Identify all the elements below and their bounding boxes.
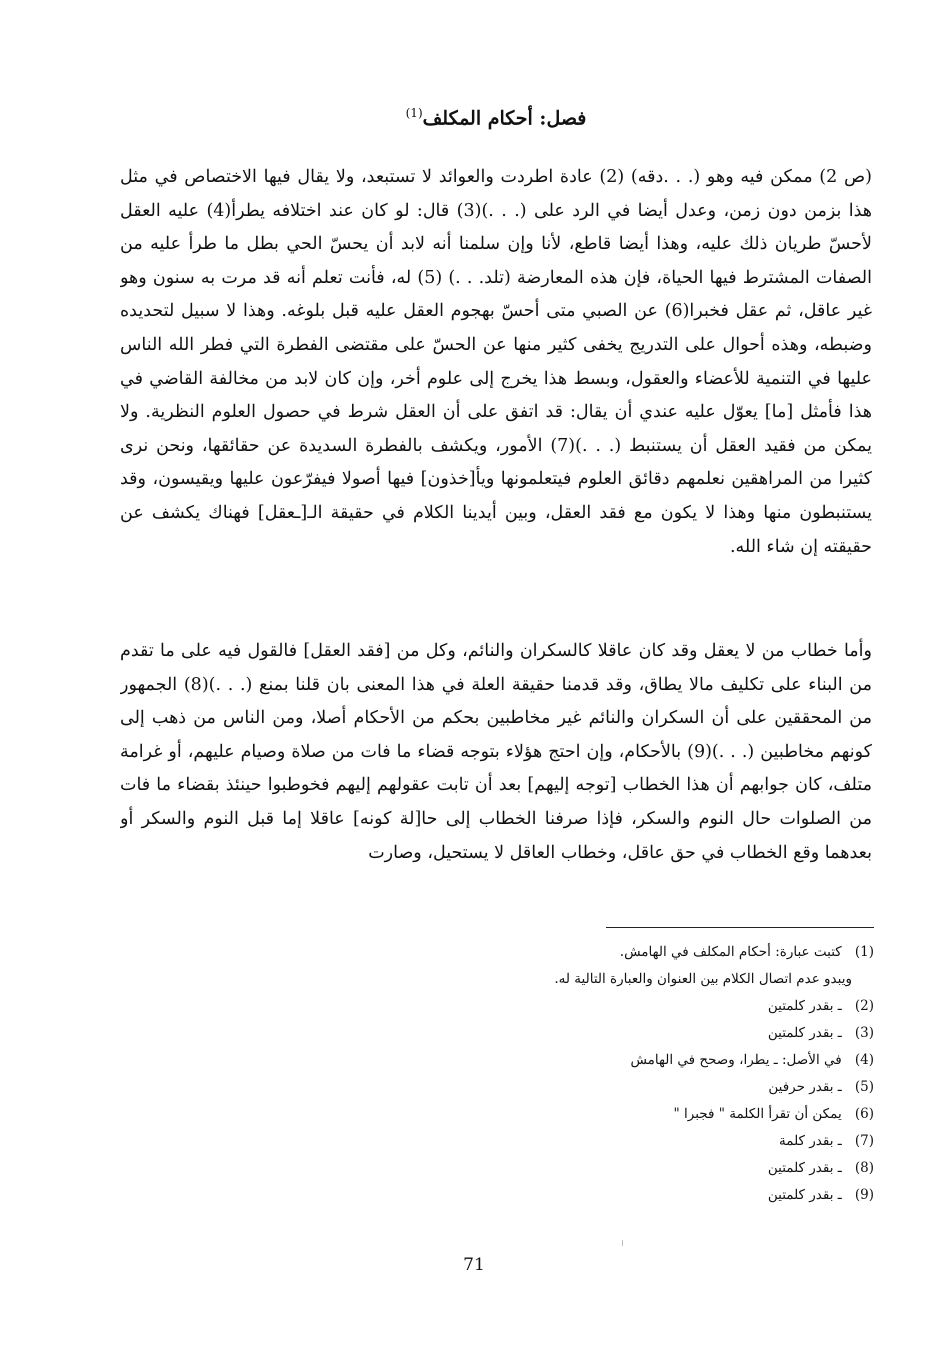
footnote-item	[234, 1020, 874, 1047]
footnotes-list	[234, 939, 874, 1209]
footnote-separator	[606, 927, 874, 928]
footnote-text: ـ بقدر كلمتين	[767, 1025, 842, 1041]
footnote-text: ـ بقدر حرفين	[768, 1079, 842, 1095]
footnote-item	[234, 1074, 874, 1101]
footnote-text: في الأصل: ـ يطرا، وصحح في الهامش	[630, 1052, 842, 1068]
title-footnote-ref: (1)	[405, 106, 423, 120]
section-title	[120, 98, 872, 133]
footnote-number: (8)	[854, 1160, 874, 1176]
scan-artifact	[622, 1240, 623, 1246]
footnote-item	[234, 1101, 874, 1128]
footnote-number: (2)	[854, 998, 874, 1014]
footnote-text: ـ بقدر كلمتين	[767, 1160, 842, 1176]
footnote-text: ـ بقدر كلمتين	[767, 1187, 842, 1203]
footnote-item	[234, 1155, 874, 1182]
footnote-text: ويبدو عدم اتصال الكلام بين العنوان والعبارة التالية له.	[554, 971, 852, 987]
footnote-item	[234, 966, 874, 993]
footnote-item	[234, 1128, 874, 1155]
paragraph-2: وأما خطاب من لا يعقل وقد كان عاقلا كالسكران والنائم، وكل من [فقد العقل] فالقول فيه على ما تقدم من البناء على تكليف مالا يطاق، وقد قدمنا حقيقة العلة في هذا المعنى بان قلنا بمنع (. . .)(8) الجمهور من المحققين على أن السكران والنائم غير مخاطبين بحكم من الأحكام أصلا، ومن الناس من ذهب إلى كونهم مخاطبين (. . .)(9) بالأحكام، وإن احتج هؤلاء بتوجه قضاء ما فات من صلاة وصيام عليهم، أو غرامة متلف، كان جوابهم أن هذا الخطاب [توجه إليهم] بعد أن تابت عقولهم إليهم فخوطبوا حينئذ بقضاء ما فات من الصلوات حال النوم والسكر، فإذا صرفنا الخطاب إلى حا[لة كونه] عاقلا إما قبل النوم والسكر أو بعدهما وقع الخطاب في حق عاقل، وخطاب العاقل لا يستحيل، وصارت	[120, 641, 872, 863]
footnote-text: ـ بقدر كلمتين	[767, 998, 842, 1014]
footnote-number: (7)	[854, 1133, 874, 1149]
footnote-item	[234, 1047, 874, 1074]
footnote-text: كتبت عبارة: أحكام المكلف في الهامش.	[619, 944, 842, 960]
footnote-number: (3)	[854, 1025, 874, 1041]
footnote-number: (5)	[854, 1079, 874, 1095]
footnote-number: (4)	[854, 1052, 874, 1068]
section-title-text: فصل: أحكام المكلف	[422, 107, 587, 130]
footnote-number: (6)	[854, 1106, 874, 1122]
page-number: 71	[463, 1255, 485, 1275]
footnote-text: يمكن أن تقرأ الكلمة " فجبرا "	[673, 1106, 842, 1122]
footnote-text: ـ بقدر كلمة	[779, 1133, 842, 1149]
footnote-number: (1)	[854, 944, 874, 960]
paragraph-1: (ص 2) ممكن فيه وهو (. . .دقه) (2) عادة اطردت والعوائد لا تستبعد، ولا يقال فيها الاختصاص في مثل هذا بزمن دون زمن، وعدل أيضا في الرد على (. . .)(3) قال: لو كان عند اختلافه يطرأ(4) عليه العقل لأحسّ طريان ذلك عليه، وهذا أيضا قاطع، لأنا وإن سلمنا أنه لابد أن يحسّ الحي بطل ما طرأ عليه من الصفات المشترط فيها الحياة، فإن هذه المعارضة (تلد. . .) (5) له، فأنت تعلم أنه قد مرت به سنون وهو غير عاقل، ثم عقل فخبرا(6) عن الصبي متى أحسّ بهجوم العقل عليه قبل بلوغه. وهذا لا سبيل لتحديده وضبطه، وهذه أحوال على التدريج يخفى كثير منها عن الحسّ على مقتضى الفطرة التي فطر الله الناس عليها في التنمية للأعضاء والعقول، وبسط هذا يخرج إلى علوم أخر، وإن كان لابد من مخالفة القاضي في هذا فأمثل [ما] يعوّل عليه عندي أن يقال: قد اتفق على أن العقل شرط في حصول العلوم النظرية. ولا يمكن من فقيد العقل أن يستنبط (. . .)(7) الأمور، ويكشف بالفطرة السديدة عن حقائقها، ونحن نرى كثيرا من المراهقين نعلمهم دقائق العلوم فيتعلمونها ويأ[خذون] فيها أصولا فيفرّعون عليها ويقيسون، وقد يستنبطون منها وهذا لا يكون مع فقد العقل، وبين أيدينا الكلام في حقيقة الـ[ـعقل] فهناك يكشف عن حقيقته إن شاء الله.	[120, 167, 872, 557]
footnote-item	[234, 993, 874, 1020]
footnote-item	[234, 939, 874, 966]
footnote-item	[234, 1182, 874, 1209]
footnote-number: (9)	[854, 1187, 874, 1203]
